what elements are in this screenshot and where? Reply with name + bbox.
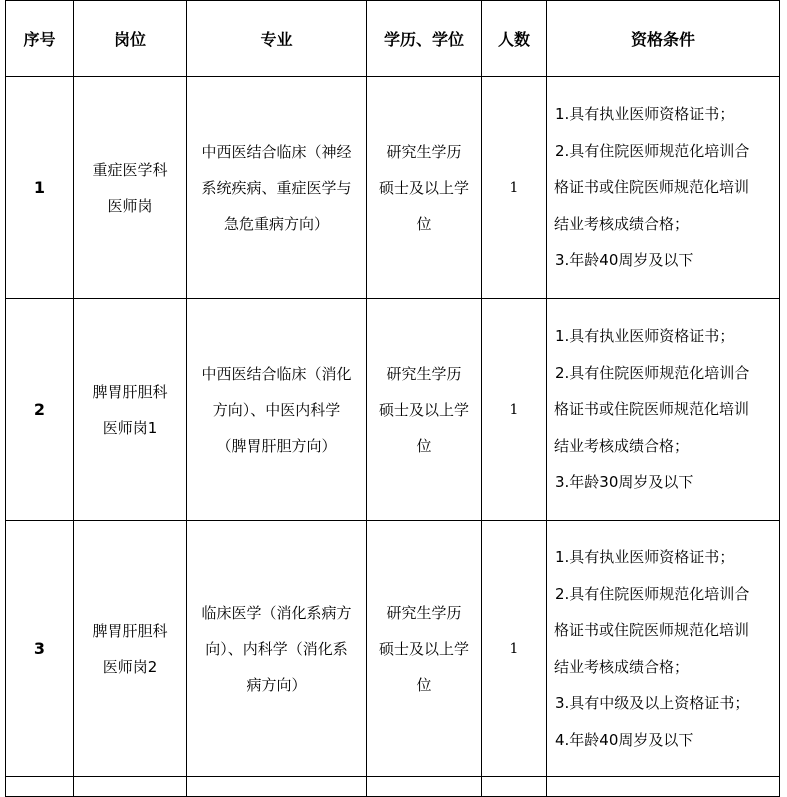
- degree-line: 硕士及以上学: [378, 400, 469, 419]
- qual-item: 1.具有执业医师资格证书；: [555, 548, 735, 566]
- qual-item: 格证书或住院医师规范化培训: [554, 621, 750, 639]
- qual-item: 2.具有住院医师规范化培训合: [555, 141, 750, 160]
- qual-item: 结业考核成绩合格；: [554, 436, 690, 455]
- qual-item: 4.年龄40周岁及以下: [555, 730, 694, 749]
- degree-cell: [367, 521, 482, 777]
- degree-line: 位: [416, 436, 432, 455]
- major-line: 中西医结合临床（神经: [201, 142, 352, 161]
- table-row: [6, 77, 780, 299]
- major-cell: [187, 521, 367, 777]
- header-post: 岗位: [74, 1, 187, 77]
- major-cell: [187, 299, 367, 521]
- table-row: [6, 299, 780, 521]
- qual-item: 3.具有中级及以上资格证书；: [555, 694, 750, 712]
- post-line: 医师岗2: [102, 657, 158, 676]
- post-cell: [74, 77, 187, 299]
- qual-item: 3.年龄30周岁及以下: [555, 473, 694, 492]
- major-line: 系统疾病、重症医学与: [201, 178, 352, 197]
- header-seq: 序号: [6, 1, 74, 77]
- header-degree: 学历、学位: [367, 1, 482, 77]
- post-line: 医师岗: [107, 196, 153, 215]
- major-line: 急危重病方向）: [223, 214, 329, 233]
- major-line: 中西医结合临床（消化: [201, 364, 352, 383]
- qual-item: 格证书或住院医师规范化培训: [554, 400, 750, 419]
- degree-cell: [367, 299, 482, 521]
- degree-line: 硕士及以上学: [378, 639, 469, 658]
- qual-item: 1.具有执业医师资格证书；: [555, 327, 735, 346]
- count-cell: 1: [482, 77, 547, 299]
- header-quals: 资格条件: [547, 1, 780, 77]
- seq-cell: 3: [6, 521, 74, 777]
- header-major: 专业: [187, 1, 367, 77]
- seq-cell: 2: [6, 299, 74, 521]
- major-line: 方向）、中医内科学: [212, 400, 341, 419]
- count-cell: 1: [482, 521, 547, 777]
- qual-item: 结业考核成绩合格；: [554, 214, 690, 233]
- post-line: 脾胃肝胆科: [92, 382, 168, 401]
- major-line: 临床医学（消化系病方: [201, 603, 352, 622]
- qual-item: 3.年龄40周岁及以下: [555, 251, 694, 270]
- table-header-row: [6, 1, 780, 77]
- table-row: [6, 521, 780, 777]
- qual-item: 格证书或住院医师规范化培训: [554, 178, 750, 197]
- major-cell: [187, 77, 367, 299]
- quals-cell: [547, 299, 780, 521]
- post-line: 脾胃肝胆科: [92, 621, 168, 640]
- post-cell: [74, 521, 187, 777]
- recruitment-table: [5, 0, 780, 797]
- qual-item: 结业考核成绩合格；: [554, 657, 690, 676]
- major-line: 病方向）: [246, 675, 307, 694]
- degree-line: 位: [416, 675, 432, 694]
- quals-cell: [547, 521, 780, 777]
- qual-item: 2.具有住院医师规范化培训合: [555, 584, 750, 603]
- header-count: 人数: [482, 1, 547, 77]
- degree-line: 研究生学历: [386, 142, 462, 161]
- post-line: 医师岗1: [102, 418, 158, 437]
- degree-line: 硕士及以上学: [378, 178, 469, 197]
- major-line: （脾胃肝胆方向）: [216, 436, 337, 455]
- count-cell: 1: [482, 299, 547, 521]
- degree-cell: [367, 77, 482, 299]
- qual-item: 2.具有住院医师规范化培训合: [555, 363, 750, 382]
- post-cell: [74, 299, 187, 521]
- degree-line: 研究生学历: [386, 603, 462, 622]
- post-line: 重症医学科: [92, 160, 168, 179]
- qual-item: 1.具有执业医师资格证书；: [555, 105, 735, 124]
- seq-cell: 1: [6, 77, 74, 299]
- quals-cell: [547, 77, 780, 299]
- degree-line: 研究生学历: [386, 364, 462, 383]
- major-line: 向）、内科学（消化系: [205, 639, 348, 658]
- degree-line: 位: [416, 214, 432, 233]
